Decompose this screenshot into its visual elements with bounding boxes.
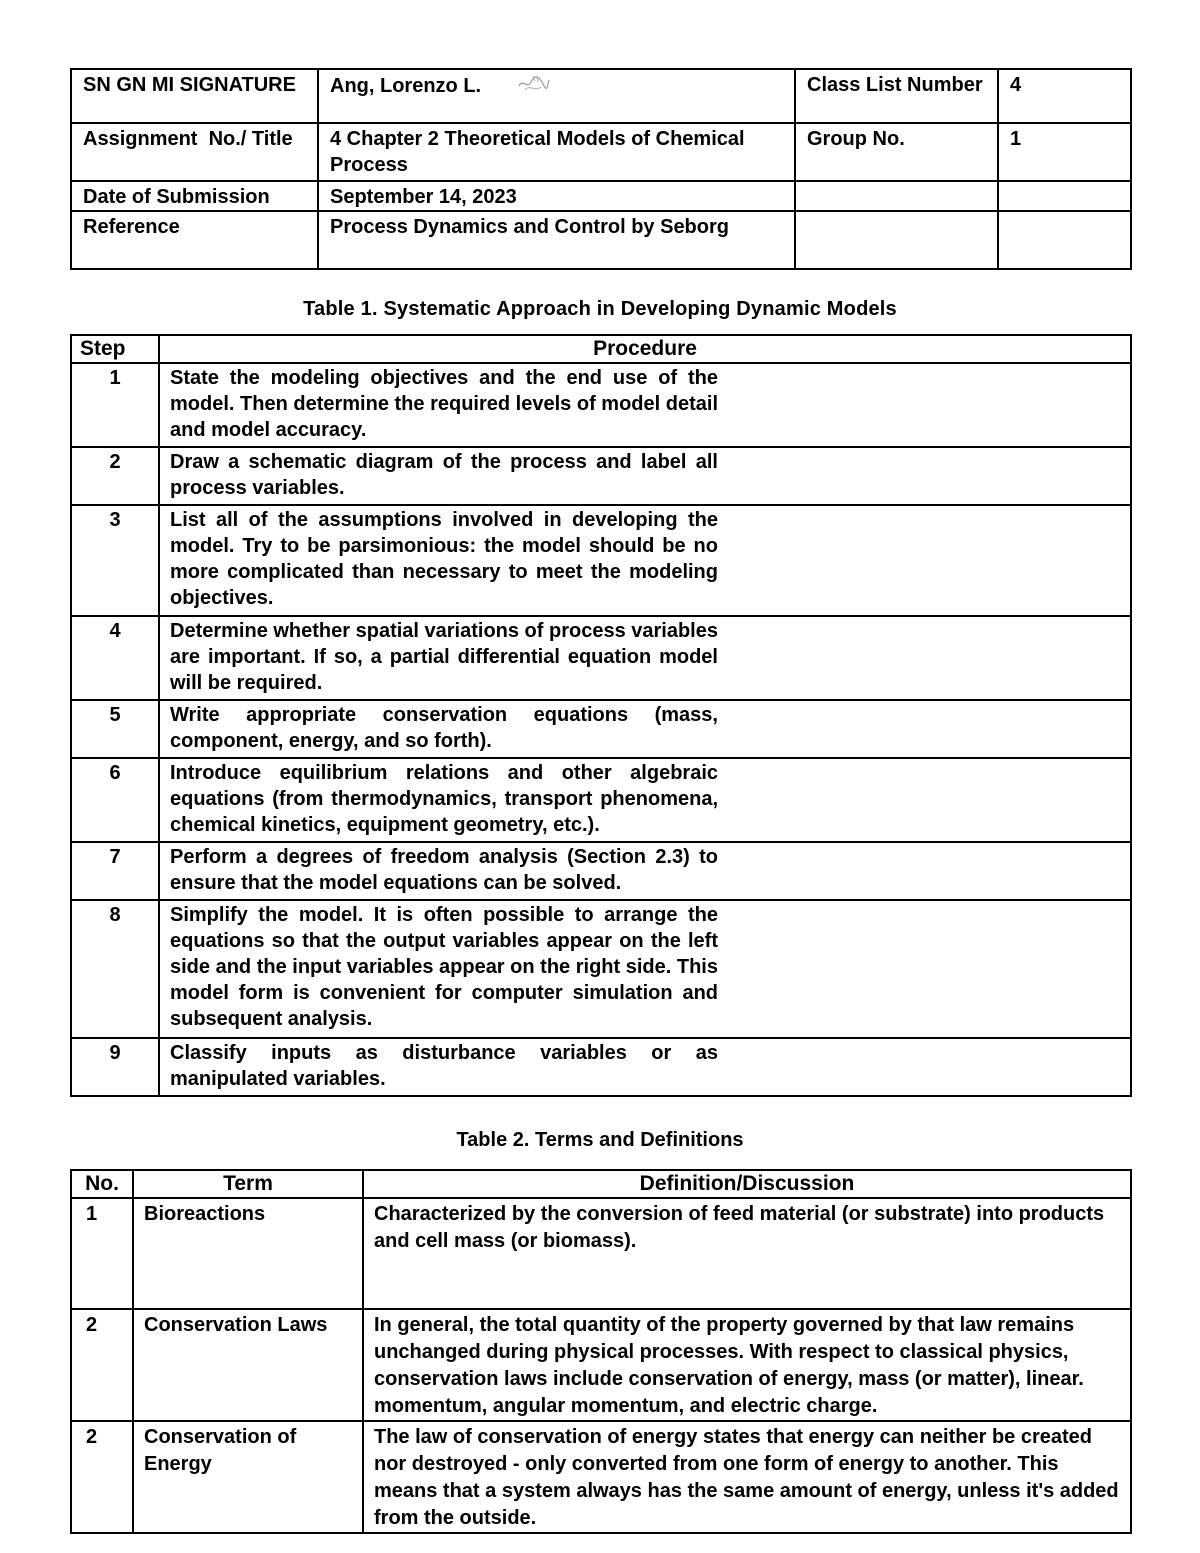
- group-number: 1: [998, 123, 1131, 181]
- term-name: Conservation Laws: [133, 1309, 363, 1421]
- assignment-label: Assignment No./ Title: [71, 123, 318, 181]
- step-number: 8: [71, 900, 159, 1038]
- empty-cell: [795, 181, 998, 211]
- procedure-text: Determine whether spatial variations of process variables are important. If so, a partial differential equation model will be required.: [170, 620, 718, 694]
- table1-caption: Table 1. Systematic Approach in Developing Dynamic Models: [303, 298, 897, 320]
- table-row: [71, 1421, 1131, 1533]
- step-number: 1: [71, 363, 159, 447]
- procedure-text: Simplify the model. It is often possible to arrange the equations so that the output variables appear on the left side and the input variables appear on the right side. This model form is convenient for computer simulation and subsequent analysis.: [170, 904, 718, 1030]
- procedure-text: Introduce equilibrium relations and other algebraic equations (from thermodynamics, transport phenomena, chemical kinetics, equipment geometry, etc.).: [170, 762, 718, 836]
- reference-value: Process Dynamics and Control by Seborg: [318, 211, 795, 269]
- no-header: No.: [71, 1170, 133, 1198]
- empty-cell: [998, 181, 1131, 211]
- header-row-reference: [71, 211, 1131, 269]
- procedure-cell: [159, 1038, 1131, 1096]
- date-value: September 14, 2023: [318, 181, 795, 211]
- signature-mark: [517, 72, 551, 101]
- step-number: 3: [71, 505, 159, 616]
- procedure-header: Procedure: [159, 335, 1131, 363]
- table2-caption: Table 2. Terms and Definitions: [456, 1129, 744, 1151]
- table-row: [71, 505, 1131, 616]
- table-row: [71, 1198, 1131, 1309]
- group-label: Group No.: [795, 123, 998, 181]
- reference-label: Reference: [71, 211, 318, 269]
- procedure-cell: [159, 900, 1131, 1038]
- step-number: 6: [71, 758, 159, 842]
- table-row: [71, 700, 1131, 758]
- term-definition: The law of conservation of energy states that energy can neither be created nor destroyed - only converted from one form of energy to another. This means that a system always has the same amount of energy, unless it's added from the outside.: [363, 1421, 1131, 1533]
- procedure-cell: [159, 616, 1131, 700]
- student-name: Ang, Lorenzo L.: [330, 74, 482, 97]
- table-row: [71, 900, 1131, 1038]
- procedure-table: [70, 334, 1132, 1097]
- table2-header-row: [71, 1170, 1131, 1198]
- term-definition: Characterized by the conversion of feed material (or substrate) into products and cell mass (or biomass).: [363, 1198, 1131, 1309]
- step-number: 2: [71, 447, 159, 505]
- term-name: Conservation of Energy: [133, 1421, 363, 1533]
- procedure-cell: [159, 363, 1131, 447]
- procedure-text: Draw a schematic diagram of the process and label all process variables.: [170, 451, 718, 499]
- term-number: 2: [71, 1421, 133, 1533]
- header-row-signature: [71, 69, 1131, 123]
- empty-cell: [795, 211, 998, 269]
- procedure-cell: [159, 700, 1131, 758]
- table-row: [71, 1309, 1131, 1421]
- table-row: [71, 363, 1131, 447]
- class-list-label: Class List Number: [795, 69, 998, 123]
- table-row: [71, 842, 1131, 900]
- procedure-text: Classify inputs as disturbance variables or as manipulated variables.: [170, 1042, 718, 1090]
- document-page: [70, 68, 1130, 1534]
- procedure-cell: [159, 505, 1131, 616]
- procedure-text: List all of the assumptions involved in developing the model. Try to be parsimonious: the model should be no more complicated than necessary to meet the modeling objectives.: [170, 509, 718, 609]
- step-number: 7: [71, 842, 159, 900]
- class-list-number: 4: [998, 69, 1131, 123]
- procedure-cell: [159, 842, 1131, 900]
- terms-table: [70, 1169, 1132, 1534]
- procedure-text: Perform a degrees of freedom analysis (Section 2.3) to ensure that the model equations can be solved.: [170, 846, 718, 894]
- table-row: [71, 758, 1131, 842]
- header-table: [70, 68, 1132, 270]
- header-row-assignment: [71, 123, 1131, 181]
- term-number: 2: [71, 1309, 133, 1421]
- step-header: Step: [71, 335, 159, 363]
- step-number: 9: [71, 1038, 159, 1096]
- term-number: 1: [71, 1198, 133, 1309]
- assignment-title: 4 Chapter 2 Theoretical Models of Chemical Process: [318, 123, 795, 181]
- term-name: Bioreactions: [133, 1198, 363, 1309]
- table-row: [71, 1038, 1131, 1096]
- table-row: [71, 447, 1131, 505]
- student-name-cell: [318, 69, 795, 123]
- step-number: 4: [71, 616, 159, 700]
- table2-body: [71, 1198, 1131, 1533]
- table-row: [71, 616, 1131, 700]
- empty-cell: [998, 211, 1131, 269]
- term-definition: In general, the total quantity of the property governed by that law remains unchanged during physical processes. With respect to classical physics, conservation laws include conservation of energy, mass (or matter), linear. momentum, angular momentum, and electric charge.: [363, 1309, 1131, 1421]
- procedure-cell: [159, 758, 1131, 842]
- procedure-text: Write appropriate conservation equations (mass, component, energy, and so forth).: [170, 704, 718, 752]
- step-number: 5: [71, 700, 159, 758]
- procedure-text: State the modeling objectives and the end use of the model. Then determine the required levels of model detail and model accuracy.: [170, 367, 718, 441]
- table1-body: [71, 363, 1131, 1096]
- procedure-cell: [159, 447, 1131, 505]
- definition-header: Definition/Discussion: [363, 1170, 1131, 1198]
- table1-header-row: [71, 335, 1131, 363]
- header-row-date: [71, 181, 1131, 211]
- term-header: Term: [133, 1170, 363, 1198]
- date-label: Date of Submission: [71, 181, 318, 211]
- sn-label: SN GN MI SIGNATURE: [71, 69, 318, 123]
